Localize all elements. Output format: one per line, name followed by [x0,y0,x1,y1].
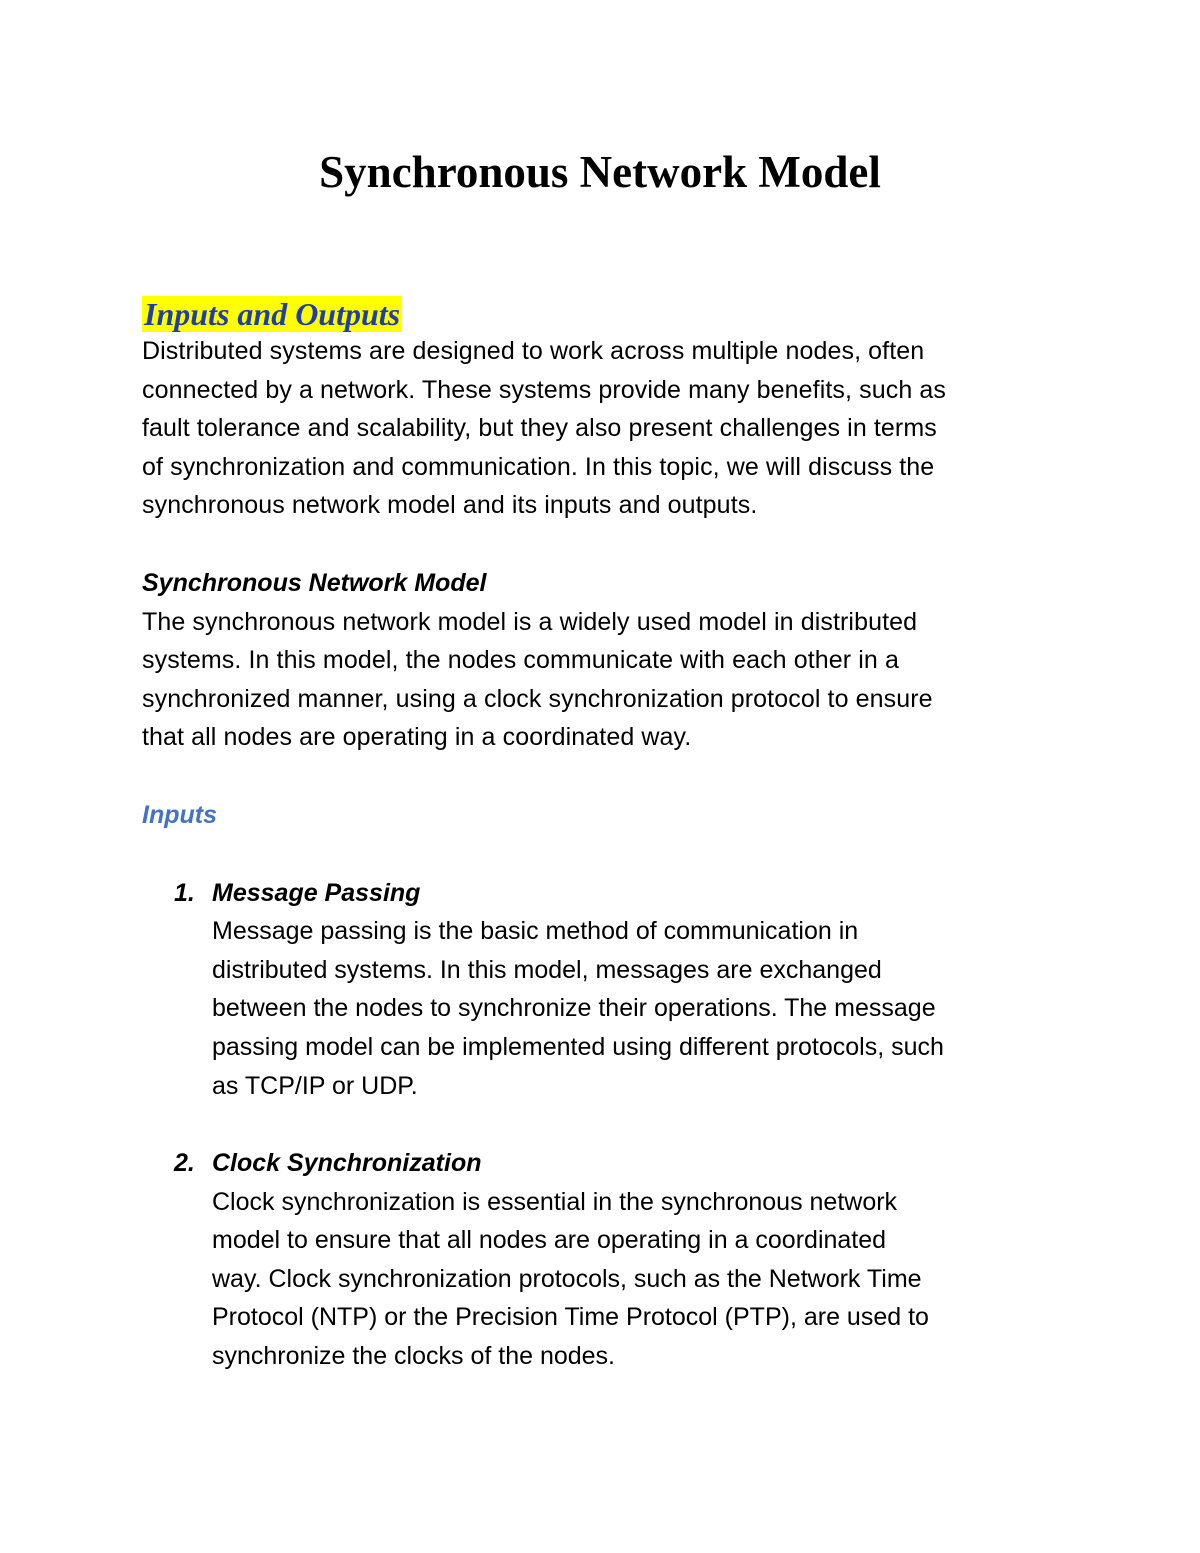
list-item-number: 2. [174,1149,195,1178]
list-item-line: Protocol (NTP) or the Precision Time Protocol (PTP), are used to [212,1303,929,1332]
subsection-line: synchronized manner, using a clock synchronization protocol to ensure [142,684,933,713]
list-item-body [212,1183,1072,1376]
inputs-list [142,874,1072,1376]
document-body [142,292,1072,1376]
intro-line: fault tolerance and scalability, but they also present challenges in terms [142,414,937,443]
section-heading [142,292,1072,332]
spacer [142,835,1072,874]
spacer [142,525,1072,564]
intro-line: of synchronization and communication. In this topic, we will discuss the [142,452,935,481]
subsection-line: The synchronous network model is a widely used model in distributed [142,607,918,636]
list-item-number: 1. [174,878,195,907]
list-item-line: synchronize the clocks of the nodes. [212,1342,616,1371]
intro-line: Distributed systems are designed to work across multiple nodes, often [142,337,925,365]
list-item [142,1144,1072,1376]
intro-paragraph [142,332,1072,525]
inputs-heading: Inputs [142,800,217,829]
spacer [142,757,1072,796]
subsection-heading: Synchronous Network Model [142,568,487,597]
list-item-line: as TCP/IP or UDP. [212,1071,418,1100]
list-item-title: Message Passing [212,878,421,907]
intro-line: synchronous network model and its inputs and outputs. [142,491,758,520]
list-item-line: distributed systems. In this model, messages are exchanged [212,955,882,984]
subsection-line: that all nodes are operating in a coordinated way. [142,723,692,752]
subsection-paragraph [142,603,1072,757]
list-item-line: Message passing is the basic method of communication in [212,917,859,946]
intro-line: connected by a network. These systems provide many benefits, such as [142,375,946,404]
list-item-line: Clock synchronization is essential in the synchronous network [212,1187,898,1216]
highlighted-heading-text: Inputs and Outputs [144,296,401,332]
spacer [142,1105,1072,1144]
list-item [142,874,1072,1106]
list-item-line: between the nodes to synchronize their operations. The message [212,994,936,1023]
list-item-line: passing model can be implemented using different protocols, such [212,1032,944,1061]
list-item-body [212,912,1072,1105]
list-item-line: model to ensure that all nodes are operating in a coordinated [212,1226,887,1255]
document-title: Synchronous Network Model [319,147,881,197]
list-item-line: way. Clock synchronization protocols, such as the Network Time [212,1264,922,1293]
subsection-line: systems. In this model, the nodes communicate with each other in a [142,646,899,675]
list-item-title: Clock Synchronization [212,1149,482,1178]
